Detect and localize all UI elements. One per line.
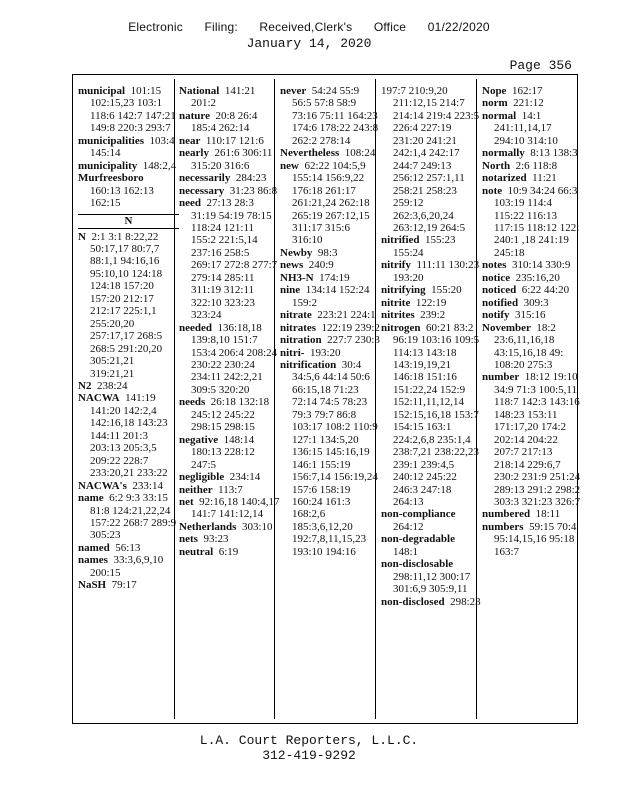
- index-entry: [381, 297, 482, 309]
- index-term: non-degradable: [381, 533, 455, 546]
- index-refs: 103:4 145:14: [90, 134, 175, 160]
- index-refs: 93:23: [203, 533, 229, 546]
- index-entry: [381, 284, 482, 296]
- index-entry: [381, 259, 482, 284]
- index-refs: 162:17: [511, 85, 543, 97]
- index-entry: [280, 334, 381, 346]
- header-office: Office: [373, 20, 407, 34]
- index-entry: [482, 185, 583, 260]
- header-filed-date: 01/22/2020: [427, 20, 490, 34]
- header-electronic: Electronic: [128, 20, 183, 34]
- index-entry: [482, 85, 583, 97]
- index-term: N: [78, 230, 86, 243]
- index-entry: [381, 85, 482, 234]
- index-refs: 174:19: [319, 271, 350, 284]
- index-refs: 310:14 330:9: [511, 259, 571, 272]
- footer-company: L.A. Court Reporters, L.L.C.: [199, 733, 419, 748]
- index-entry: [280, 322, 381, 334]
- index-refs: 6:2 9:3 33:15 81:8 124:21,22,24 157:22 268:7 289:9 305:23: [90, 492, 177, 542]
- index-refs: 31:23 86:8: [229, 184, 278, 197]
- index-entry: [482, 284, 583, 296]
- index-refs: 20:8 26:4 185:4 262:14: [191, 109, 258, 135]
- index-refs: 108:24: [344, 147, 376, 160]
- index-entry: [78, 579, 179, 591]
- index-entry: [78, 554, 179, 579]
- index-refs: 235:16,20: [515, 271, 560, 284]
- index-term: NaSH: [78, 579, 107, 592]
- index-refs: 234:14: [229, 471, 261, 484]
- index-refs: 197:7 210:9,20 211:12,15 214:7 214:14 219:4 223:5 226:4 227:19 231:20 241:21 242:1,4 242:17 244:7 249:13 256:12 257:1,11 258:21 258:23 259:12 262:3,6,20,24 263:12,19 264:5: [381, 85, 480, 234]
- index-term: Murfreesboro: [78, 172, 144, 185]
- index-refs: 238:24: [96, 379, 128, 392]
- index-entry: [78, 392, 179, 479]
- index-refs: 56:13: [115, 541, 141, 554]
- index-entry: [179, 135, 280, 147]
- index-entry: [482, 322, 583, 372]
- index-refs: 223:21 224:1: [317, 309, 376, 322]
- index-term: municipalities: [78, 134, 145, 147]
- index-entry: [179, 546, 280, 558]
- index-refs: 303:10: [241, 520, 273, 533]
- index-term: nitrogen: [381, 321, 421, 334]
- index-refs: 136:18,18 139:8,10 151:7 153:4 206:4 208:24 230:22 230:24 234:11 242:2,21 309:5 320:20: [191, 321, 278, 396]
- index-term: nearly: [179, 147, 209, 160]
- index-refs: 18:2 23:6,11,16,18 43:15,16,18 49: 108:20 275:3: [494, 321, 564, 371]
- index-column-4: [381, 85, 482, 719]
- page-number: Page 356: [509, 58, 572, 73]
- index-entry: [381, 558, 482, 595]
- header-received: Received,Clerk's: [259, 20, 353, 34]
- index-refs: 113:7: [218, 483, 243, 496]
- index-term: nitri-: [280, 346, 305, 359]
- index-entry: [280, 284, 381, 309]
- index-refs: 30:4 34:5,6 44:14 50:6 66:15,18 71:23 72:14 74:5 78:23 79:3 79:7 86:8 103:17 108:2 110:9 127:1 134:5,20 136:15 145:16,19 146:1 155:19 156:7,14 156:19,24 157:6 158:19 160:24 161:3 168:2,6 185:3,6,12,20 192:7,8,11,15,23 193:10 194:16: [292, 358, 378, 558]
- index-entry: [482, 110, 583, 147]
- index-refs: 33:3,6,9,10 200:15: [90, 554, 164, 579]
- index-refs: 98:3: [317, 246, 338, 259]
- index-entry: [280, 160, 381, 247]
- index-refs: 54:24 55:9 56:5 57:8 58:9 73:16 75:11 164:23 174:6 178:22 243:8 262:2 278:14: [292, 85, 379, 147]
- index-entry: [381, 533, 482, 558]
- index-term: note: [482, 184, 503, 197]
- index-term: norm: [482, 97, 508, 110]
- index-entry: [179, 197, 280, 322]
- index-term: negative: [179, 433, 219, 446]
- index-term: November: [482, 321, 531, 334]
- index-entry: [381, 596, 482, 608]
- index-entry: [78, 492, 179, 542]
- index-refs: 18:11: [535, 508, 561, 521]
- index-entry: [179, 471, 280, 483]
- index-entry: [78, 380, 179, 392]
- index-entry: [280, 347, 381, 359]
- index-refs: 92:16,18 140:4,17 141:7 141:12,14: [191, 495, 280, 521]
- index-term: notified: [482, 296, 519, 309]
- index-term: numbers: [482, 520, 524, 533]
- index-term: negligible: [179, 471, 225, 484]
- filing-header: [0, 20, 618, 34]
- index-entry: [482, 160, 583, 172]
- index-entry: [482, 297, 583, 309]
- index-refs: 2:6 118:8: [515, 159, 558, 172]
- index-refs: 264:12: [393, 520, 424, 533]
- index-entry: [78, 480, 179, 492]
- index-term: named: [78, 541, 110, 554]
- index-column-3: [280, 85, 381, 719]
- index-entry: [179, 434, 280, 471]
- index-refs: 298:23: [450, 595, 481, 608]
- index-refs: 10:9 34:24 66:3 103:19 114:4 115:22 116:13 117:15 118:12 122: 240:1 ,18 241:19 245:18: [494, 184, 580, 259]
- index-term: nitration: [280, 334, 322, 347]
- index-term: Netherlands: [179, 520, 237, 533]
- index-refs: 160:13 162:13 162:15: [90, 184, 154, 210]
- index-entry: [280, 259, 381, 271]
- index-refs: 141:19 141:20 142:2,4 142:16,18 143:23 144:11 201:3 203:13 205:3,5 209:22 228:7 233:20,21 233:22: [90, 392, 168, 480]
- index-entry: [78, 231, 179, 380]
- index-refs: 155:23 155:24: [393, 234, 456, 259]
- index-entry: [179, 322, 280, 397]
- index-entry: [482, 97, 583, 109]
- index-refs: 155:20: [431, 284, 462, 297]
- column-divider: [274, 79, 275, 719]
- index-term: name: [78, 492, 104, 505]
- index-term: numbered: [482, 508, 531, 521]
- index-term: NACWA's: [78, 479, 127, 492]
- index-term: normally: [482, 147, 525, 160]
- index-term: nine: [280, 284, 301, 297]
- index-refs: 239:2: [420, 309, 446, 322]
- column-divider: [174, 79, 175, 719]
- index-entry: [381, 234, 482, 259]
- index-column-5: [482, 85, 583, 719]
- index-entry: [280, 359, 381, 558]
- index-refs: 6:19: [218, 545, 239, 558]
- index-entry: [280, 247, 381, 259]
- index-entry: [179, 172, 280, 184]
- index-term: NH3-N: [280, 271, 314, 284]
- index-term: net: [179, 495, 194, 508]
- index-term: necessary: [179, 184, 225, 197]
- index-term: near: [179, 134, 201, 147]
- index-refs: 134:14 152:24 159:2: [292, 284, 370, 309]
- index-refs: 79:17: [111, 579, 137, 592]
- index-term: nitrification: [280, 358, 337, 371]
- index-entry: [179, 185, 280, 197]
- index-entry: [482, 147, 583, 159]
- index-entry: [482, 272, 583, 284]
- index-term: new: [280, 159, 299, 172]
- index-term: nature: [179, 109, 210, 122]
- index-refs: 148:2,4: [142, 159, 177, 172]
- index-refs: 110:17 121:6: [205, 134, 264, 147]
- index-refs: 233:14: [132, 479, 163, 492]
- index-entry: [78, 172, 179, 209]
- index-term: non-disclosable: [381, 558, 454, 571]
- index-term: nitrates: [280, 321, 317, 334]
- index-term: municipal: [78, 85, 126, 97]
- index-refs: 6:22 44:20: [521, 284, 570, 297]
- index-entry: [78, 160, 179, 172]
- index-term: nitrify: [381, 259, 411, 272]
- index-refs: 148:14 180:13 228:12 247:5: [191, 433, 255, 471]
- index-term: National: [179, 85, 220, 97]
- index-term: notice: [482, 271, 511, 284]
- index-refs: 8:13 138:3: [530, 147, 578, 160]
- index-entry: [78, 85, 179, 135]
- index-entry: [381, 309, 482, 321]
- index-entry: [78, 542, 179, 554]
- index-box: [72, 74, 581, 724]
- index-entry: [179, 85, 280, 110]
- index-entry: [179, 396, 280, 433]
- column-divider: [476, 79, 477, 719]
- index-refs: 141:21 201:2: [191, 85, 256, 110]
- index-refs: 27:13 28:3 31:19 54:19 78:15 118:24 121:11 155:2 221:5,14 237:16 258:5 269:17 272:8 277:7 279:14 285:11 311:19 312:11 322:10 323:23 323:24: [191, 197, 278, 322]
- index-refs: 122:19 239:2: [321, 321, 380, 334]
- index-term: nitrifying: [381, 284, 426, 297]
- index-term: need: [179, 197, 201, 210]
- index-entry: [482, 371, 583, 508]
- index-entry: [482, 309, 583, 321]
- index-refs: 62:22 104:5,9 155:14 156:9,22 176:18 261:17 261:21,24 262:18 265:19 267:12,15 311:17 315:6 316:10: [292, 159, 370, 247]
- index-term: NACWA: [78, 392, 120, 405]
- index-refs: 261:6 306:11 315:20 316:6: [191, 147, 273, 172]
- index-entry: [179, 521, 280, 533]
- index-term: news: [280, 259, 304, 272]
- index-entry: [280, 272, 381, 284]
- index-term: N2: [78, 379, 92, 392]
- index-entry: [179, 496, 280, 521]
- index-term: municipality: [78, 159, 138, 172]
- index-entry: [482, 521, 583, 558]
- index-refs: 18:12 19:10 34:9 71:3 100:5,11 118:7 142:3 143:16 148:23 153:11 171:17,20 174:2 202:14 204:22 207:7 217:13 218:14 229:6,7 230:2 231:9 251:24 289:13 291:2 298:2 303:3 321:23 326:7: [494, 371, 581, 508]
- index-term: never: [280, 85, 307, 97]
- index-refs: 101:15 102:15,23 103:1 118:6 142:7 147:21 149:8 220:3 293:7: [90, 85, 176, 135]
- index-term: nitrites: [381, 309, 415, 322]
- index-term: non-disclosed: [381, 595, 445, 608]
- index-refs: 111:11 130:23 193:20: [393, 259, 480, 284]
- index-term: notarized: [482, 172, 527, 185]
- index-term: Nevertheless: [280, 147, 340, 160]
- index-term: noticed: [482, 284, 517, 297]
- index-refs: 315:16: [515, 309, 546, 322]
- index-term: neutral: [179, 545, 214, 558]
- index-term: notes: [482, 259, 507, 272]
- index-entry: [179, 147, 280, 172]
- index-term: normal: [482, 109, 517, 122]
- index-refs: 240:9: [308, 259, 334, 272]
- index-term: needed: [179, 321, 212, 334]
- index-entry: [179, 484, 280, 496]
- index-term: nitrified: [381, 234, 420, 247]
- index-term: Nope: [482, 85, 507, 97]
- index-term: necessarily: [179, 172, 231, 185]
- index-refs: 11:21: [532, 172, 557, 185]
- index-entry: [280, 147, 381, 159]
- index-term: North: [482, 159, 511, 172]
- index-term: notify: [482, 309, 510, 322]
- index-entry: [179, 110, 280, 135]
- index-entry: [482, 172, 583, 184]
- index-entry: [78, 135, 179, 160]
- index-term: Newby: [280, 246, 313, 259]
- hearing-date: January 14, 2020: [246, 36, 372, 51]
- index-entry: [381, 508, 482, 533]
- index-term: non-compliance: [381, 508, 456, 521]
- index-term: names: [78, 554, 108, 567]
- index-term: neither: [179, 483, 213, 496]
- header-filing: Filing:: [204, 20, 238, 34]
- index-refs: 60:21 83:2 96:19 103:16 109:5 114:13 143:18 143:19,19,21 146:18 151:16 151:22,24 152:9 152:11,11,12,14 152:15,16,18 153:7 154:15 163:1 224:2,6,8 235:1,4 238:7,21 238:22,23 239:1 239:4,5 240:12 245:22 246:3 247:18 264:13: [393, 321, 480, 508]
- index-column-2: [179, 85, 280, 719]
- index-refs: 193:20: [309, 346, 341, 359]
- index-refs: 2:1 3:1 8:22,22 50:17,17 80:7,7 88:1,1 94:16,16 95:10,10 124:18 124:18 157:20 157:20 212:17 212:17 225:1,1 255:20,20 257:17,17 268:5 268:5 291:20,20 305:21,21 319:21,21: [90, 230, 163, 380]
- index-term: needs: [179, 396, 206, 409]
- index-refs: 148:1: [393, 545, 419, 558]
- index-entry: [179, 533, 280, 545]
- index-refs: 309:3: [523, 296, 549, 309]
- index-column-1: [78, 85, 179, 719]
- footer-phone: 312-419-9292: [262, 748, 356, 763]
- index-entry: [280, 85, 381, 147]
- index-refs: 59:15 70:4 95:14,15,16 95:18 163:7: [494, 520, 577, 558]
- index-refs: 298:11,12 300:17 301:6,9 305:9,11: [393, 570, 471, 596]
- index-entry: [482, 508, 583, 520]
- letter-heading: N: [78, 214, 179, 229]
- index-entry: [280, 309, 381, 321]
- index-entry: [381, 322, 482, 509]
- index-refs: 26:18 132:18 245:12 245:22 298:15 298:15: [191, 396, 270, 434]
- index-term: nitrite: [381, 296, 411, 309]
- index-term: number: [482, 371, 520, 384]
- index-refs: 221:12: [513, 97, 544, 110]
- index-entry: [482, 259, 583, 271]
- index-refs: 227:7 230:3: [327, 334, 380, 347]
- index-refs: 122:19: [415, 296, 447, 309]
- index-term: nitrate: [280, 309, 312, 322]
- column-divider: [375, 79, 376, 719]
- index-refs: 284:23: [235, 172, 267, 185]
- index-refs: 14:1 241:11,14,17 294:10 314:10: [494, 109, 558, 147]
- index-term: nets: [179, 533, 198, 546]
